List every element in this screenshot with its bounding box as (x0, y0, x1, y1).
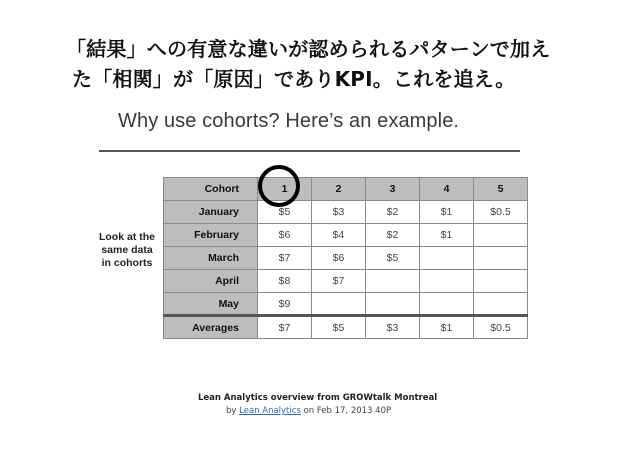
caption-date: on Feb 17, 2013 (303, 406, 373, 416)
table-header-row (164, 178, 528, 201)
table-cell: $1 (420, 224, 474, 247)
figure-divider (99, 150, 520, 152)
table-row (164, 201, 528, 224)
table-cell: $3 (366, 316, 420, 339)
caption-title: Lean Analytics overview from GROWtalk Montreal (198, 393, 438, 403)
caption-page-count: 40P (375, 406, 392, 416)
caption-byline (226, 406, 391, 416)
caption-by-prefix: by (226, 406, 237, 416)
table-cell: $0.5 (474, 316, 528, 339)
table-cell: $6 (258, 224, 312, 247)
table-cell: $0.5 (474, 201, 528, 224)
table-cell: $9 (258, 293, 312, 316)
table-cell (420, 247, 474, 270)
cohort-table (163, 177, 528, 339)
row-header: April (164, 270, 258, 293)
table-row (164, 270, 528, 293)
table-cell (474, 293, 528, 316)
row-header: January (164, 201, 258, 224)
side-label-line: same data (101, 244, 153, 256)
table-cell: $7 (258, 316, 312, 339)
table-row (164, 224, 528, 247)
table-cell: $3 (312, 201, 366, 224)
table-corner-header: Cohort (164, 178, 258, 201)
column-header: 4 (420, 178, 474, 201)
side-label (94, 231, 160, 270)
side-label-line: in cohorts (101, 257, 153, 269)
table-cell: $5 (312, 316, 366, 339)
slide-title (66, 34, 606, 94)
table-cell: $8 (258, 270, 312, 293)
table-cell: $5 (258, 201, 312, 224)
table-cell (474, 247, 528, 270)
table-cell: $4 (312, 224, 366, 247)
table-cell (474, 270, 528, 293)
table-cell (420, 293, 474, 316)
table-cell: $2 (366, 201, 420, 224)
table-cell: $1 (420, 316, 474, 339)
column-header: 3 (366, 178, 420, 201)
column-header: 2 (312, 178, 366, 201)
row-header: Averages (164, 316, 258, 339)
table-cell: $7 (312, 270, 366, 293)
averages-row (164, 316, 528, 339)
table-cell (420, 270, 474, 293)
table-cell: $5 (366, 247, 420, 270)
table-cell: $1 (420, 201, 474, 224)
column-header: 1 (258, 178, 312, 201)
slide-title-line-1: 「結果」への有意な違いが認められるパターンで加え (66, 37, 551, 61)
table-cell (366, 293, 420, 316)
table-cell (312, 293, 366, 316)
table-cell (474, 224, 528, 247)
table-cell (366, 270, 420, 293)
author-link[interactable]: Lean Analytics (239, 406, 301, 416)
table-cell: $2 (366, 224, 420, 247)
highlight-circle (258, 165, 300, 207)
table-row (164, 293, 528, 316)
table-row (164, 247, 528, 270)
figure-header: Why use cohorts? Here’s an example. (118, 110, 460, 132)
row-header: February (164, 224, 258, 247)
row-header: March (164, 247, 258, 270)
row-header: May (164, 293, 258, 316)
side-label-line: Look at the (98, 231, 155, 243)
slide-title-line-2: た「相関」が「原因」でありKPI。これを追え。 (72, 67, 516, 91)
column-header: 5 (474, 178, 528, 201)
table-cell: $6 (312, 247, 366, 270)
table-cell: $7 (258, 247, 312, 270)
